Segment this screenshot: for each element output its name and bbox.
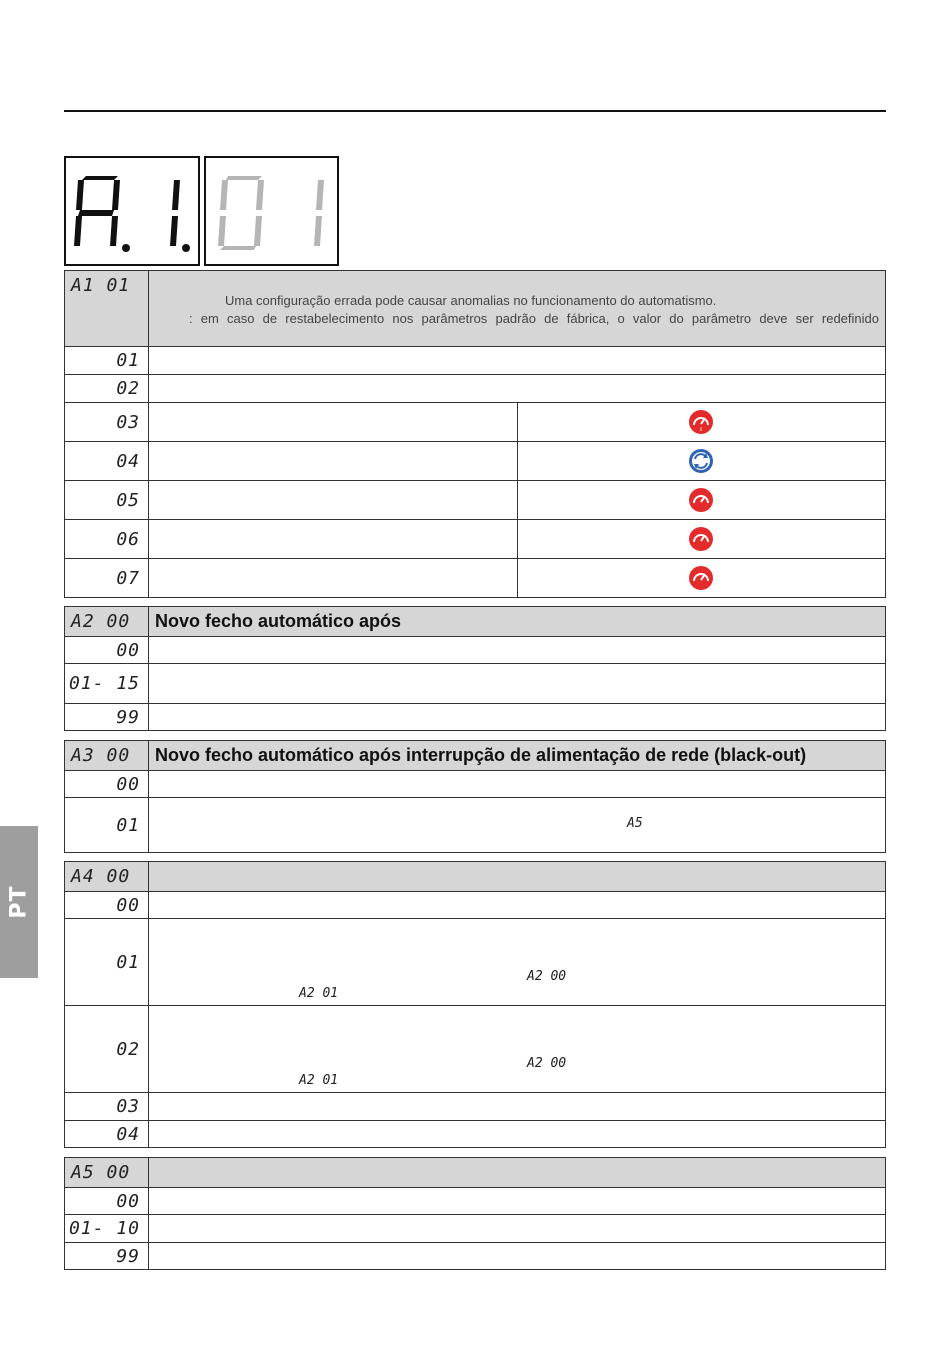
inline-param-code: A2 01 xyxy=(299,1073,339,1088)
option-code: 00 xyxy=(65,771,149,798)
option-description xyxy=(149,919,886,1006)
option-code: 04 xyxy=(65,442,149,481)
option-description xyxy=(149,1215,886,1243)
svg-text:0: 0 xyxy=(699,427,703,432)
segment-display-right xyxy=(204,156,339,266)
speed-red-icon xyxy=(688,565,714,591)
option-code: 01- 15 xyxy=(65,664,149,704)
option-description xyxy=(149,637,886,664)
option-description xyxy=(149,403,518,442)
option-code: 03 xyxy=(65,403,149,442)
option-description xyxy=(149,1188,886,1215)
option-description xyxy=(149,664,886,704)
option-icon-cell xyxy=(517,442,886,481)
param-title xyxy=(149,862,886,892)
param-code: A5 00 xyxy=(65,1158,149,1188)
inline-param-code: A5 xyxy=(627,816,643,831)
note-warning: Uma configuração errada pode causar anomalias no funcionamento do automatismo. xyxy=(225,293,717,308)
option-description xyxy=(149,481,518,520)
option-description xyxy=(149,375,886,403)
param-title: Novo fecho automático após interrupção de alimentação de rede (black-out) xyxy=(149,741,886,771)
option-description xyxy=(149,1006,886,1093)
param-code: A4 00 xyxy=(65,862,149,892)
option-description xyxy=(149,442,518,481)
option-code: 99 xyxy=(65,704,149,731)
option-code: 05 xyxy=(65,481,149,520)
option-code: 00 xyxy=(65,1188,149,1215)
option-description xyxy=(149,1243,886,1270)
segment-digits-a1-icon xyxy=(66,158,198,264)
top-rule xyxy=(64,110,886,112)
sync-blue-icon xyxy=(688,448,714,474)
option-icon-cell xyxy=(517,481,886,520)
option-code: 04 xyxy=(65,1121,149,1148)
table-a3 xyxy=(64,740,886,853)
segment-digits-01-icon xyxy=(206,158,337,264)
option-description xyxy=(149,892,886,919)
option-code: 02 xyxy=(65,1006,149,1093)
inline-param-code: A2 00 xyxy=(527,969,567,984)
param-code: A1 01 xyxy=(65,271,149,347)
option-code: 02 xyxy=(65,375,149,403)
segment-display-left xyxy=(64,156,200,266)
option-code: 07 xyxy=(65,559,149,598)
option-code: 06 xyxy=(65,520,149,559)
option-icon-cell xyxy=(517,520,886,559)
option-description xyxy=(149,347,886,375)
table-a4 xyxy=(64,861,886,1148)
option-code: 01 xyxy=(65,919,149,1006)
option-code: 99 xyxy=(65,1243,149,1270)
option-description xyxy=(149,520,518,559)
option-description xyxy=(149,704,886,731)
speed-red-icon xyxy=(688,526,714,552)
option-description xyxy=(149,1121,886,1148)
param-title xyxy=(149,1158,886,1188)
param-title: Novo fecho automático após xyxy=(149,607,886,637)
option-code: 01 xyxy=(65,798,149,853)
option-code: 03 xyxy=(65,1093,149,1121)
speed-red-icon xyxy=(688,487,714,513)
param-note xyxy=(149,271,886,347)
param-code: A2 00 xyxy=(65,607,149,637)
inline-param-code: A2 01 xyxy=(299,986,339,1001)
table-a5 xyxy=(64,1157,886,1270)
option-code: 01- 10 xyxy=(65,1215,149,1243)
option-icon-cell xyxy=(517,559,886,598)
option-description xyxy=(149,1093,886,1121)
param-code: A3 00 xyxy=(65,741,149,771)
option-code: 00 xyxy=(65,892,149,919)
option-code: 01 xyxy=(65,347,149,375)
option-description xyxy=(149,771,886,798)
language-tab-label: PT xyxy=(6,885,32,919)
note-reset: : em caso de restabelecimento nos parâmetros padrão de fábrica, o valor do parâmetro deve ser redefinido xyxy=(189,311,879,326)
table-a1 xyxy=(64,270,886,598)
option-code: 00 xyxy=(65,637,149,664)
option-icon-cell xyxy=(517,403,886,442)
language-tab xyxy=(0,826,38,978)
inline-param-code: A2 00 xyxy=(527,1056,567,1071)
table-a2 xyxy=(64,606,886,731)
speed-red-icon xyxy=(688,409,714,435)
option-description xyxy=(149,559,518,598)
option-description xyxy=(149,798,886,853)
